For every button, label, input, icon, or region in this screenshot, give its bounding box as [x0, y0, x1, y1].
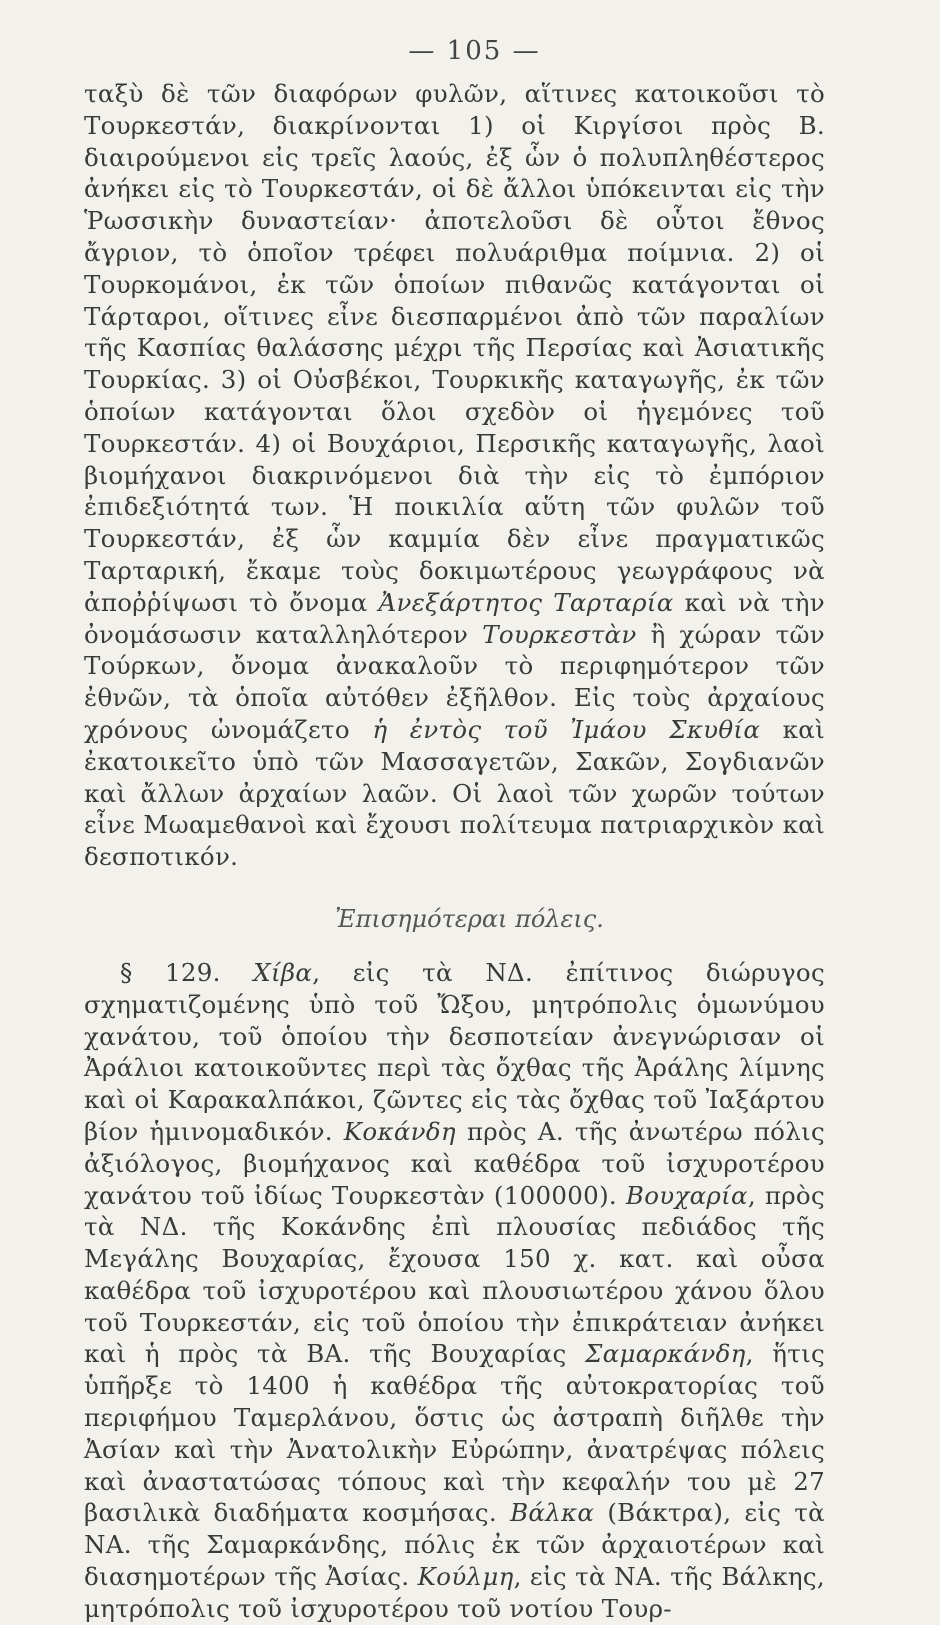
paragraph-text: πρὸς Α. τῆς ἀνωτέρω πόλις ἀξιόλογος, βιομήχανος καὶ καθέδρα τοῦ ἰσχυροτέρου χανάτου τοῦ ἰδίως Τουρκεστὰν (100000). [84, 1116, 825, 1210]
paragraph-text: ταξὺ δὲ τῶν διαφόρων φυλῶν, αἵτινες κατοικοῦσι τὸ Τουρκεστάν, διακρίνονται 1) οἱ Κιργίσοι πρὸς Β. διαιρούμενοι εἰς τρεῖς λαούς, ἐξ ὧν ὁ πολυπληθέστερος ἀνήκει εἰς τὸ Τουρκεστάν, οἱ δὲ ἄλλοι ὑπόκεινται εἰς τὴν Ῥωσσικὴν δυναστείαν· ἀποτελοῦσι δὲ οὗτοι ἔθνος ἄγριον, τὸ ὁποῖον τρέφει πολυάριθμα ποίμνια. 2) οἱ Τουρκομάνοι, ἐκ τῶν ὁποίων πιθανῶς κατάγονται οἱ Τάρταροι, οἵτινες εἶνε διεσπαρμένοι ἀπὸ τῶν παραλίων τῆς Κασπίας θαλάσσης μέχρι τῆς Περσίας καὶ Ἀσιατικῆς Τουρκίας. 3) οἱ Οὐσβέκοι, Τουρκικῆς καταγωγῆς, ἐκ τῶν ὁποίων κατάγονται ὅλοι σχεδὸν οἱ ἡγεμόνες τοῦ Τουρκεστάν. 4) οἱ Βουχάριοι, Περσικῆς καταγωγῆς, λαοὶ βιομήχανοι διακρινόμενοι διὰ τὴν εἰς τὸ ἐμπόριον ἐπιδεξιότητά των. Ἡ ποικιλία αὕτη τῶν φυλῶν τοῦ Τουρκεστάν, ἐξ ὧν καμμία δὲν εἶνε πραγματικῶς Ταρταρική, ἔκαμε τοὺς δοκιμωτέρους γεωγράφους νὰ ἀποῤῥίψωσι τὸ ὄνομα [84, 79, 825, 617]
italic-term: ἡ ἐντὸς τοῦ Ἰμάου Σκυθία [372, 714, 761, 744]
city-name: Βάλκα [510, 1498, 595, 1528]
paragraph-text: καὶ ἐκατοικεῖτο ὑπὸ τῶν Μασσαγετῶν, Σακῶν, Σογδιανῶν καὶ ἄλλων ἀρχαίων λαῶν. Οἱ λαοὶ τῶν χωρῶν τούτων εἶνε Μωαμεθανοὶ καὶ ἔχουσι πολίτευμα πατριαρχικὸν καὶ δεσποτικόν. [84, 714, 826, 872]
city-name: Σαμαρκάνδη [584, 1339, 746, 1369]
paragraph-text: (Βάκτρα), εἰς τὰ ΝΑ. τῆς Σαμαρκάνδης, πόλις ἐκ τῶν ἀρχαιοτέρων καὶ διασημοτέρων τῆς Ἀσίας. [84, 1498, 826, 1592]
section-number: § 129. [120, 957, 221, 987]
page-number: — 105 — [408, 36, 541, 66]
paragraph-text: ἢ χώραν τῶν Τούρκων, ὄνομα ἀνακαλοῦν τὸ περιφημότερον τῶν ἐθνῶν, τὰ ὁποῖα αὐτόθεν ἐξῆλθον. Εἰς τοὺς ἀρχαίους χρόνους ὠνομάζετο [84, 619, 826, 744]
italic-term: Τουρκεστὰν [482, 619, 637, 649]
city-name: Κοκάνδη [343, 1116, 456, 1146]
italic-term: Ἀνεξάρτητος Ταρταρία [378, 587, 674, 617]
paragraph-text: , ἥτις ὑπῆρξε τὸ 1400 ἡ καθέδρα τῆς αὐτοκρατορίας τοῦ περιφήμου Ταμερλάνου, ὅστις ὡς ἀστραπὴ διῆλθε τὴν Ἀσίαν καὶ τὴν Ἀνατολικὴν Εὐρώπην, ἀνατρέψας πόλεις καὶ ἀναστατώσας τόπους καὶ τὴν κεφαλήν του μὲ 27 βασιλικὰ διαδήματα κοσμήσας. [84, 1339, 826, 1528]
section-paragraph [84, 957, 825, 1625]
city-name: Βουχαρία [625, 1180, 748, 1210]
body-paragraph [84, 78, 825, 873]
paragraph-text: , εἰς τὰ ΝΑ. τῆς Βάλκης, μητρόπολις τοῦ ἰσχυροτέρου τοῦ νοτίου Τουρ- [84, 1562, 825, 1623]
paragraph-text: , πρὸς τὰ ΝΔ. τῆς Κοκάνδης ἐπὶ πλουσίας πεδιάδος τῆς Μεγάλης Βουχαρίας, ἔχουσα 150 χ. κατ. καὶ οὖσα καθέδρα τοῦ ἰσχυροτέρου καὶ πλουσιωτέρου χάνου ὅλου τοῦ Τουρκεστάν, εἰς τοῦ ὁποίου τὴν ἐπικράτειαν ἀνήκει καὶ ἡ πρὸς τὰ ΒΑ. τῆς Βουχαρίας [84, 1180, 826, 1369]
section-heading: Ἐπισημότεραι πόλεις. [335, 904, 604, 933]
city-name: Χίβα [253, 957, 313, 987]
paragraph-text: καὶ νὰ τὴν ὀνομάσωσιν καταλληλότερον [84, 587, 825, 649]
city-name: Κούλμη [417, 1562, 514, 1592]
paragraph-text: , εἰς τὰ ΝΔ. ἐπίτινος διώρυγος σχηματιζομένης ὑπὸ τοῦ Ὤξου, μητρόπολις ὁμωνύμου χανάτου, τοῦ ὁποίου τὴν δεσποτείαν ἀνεγνώρισαν οἱ Ἀράλιοι κατοικοῦντες περὶ τὰς ὄχθας τῆς Ἀράλης λίμνης καὶ οἱ Καρακαλπάκοι, ζῶντες εἰς τὰς ὄχθας τοῦ Ἰαξάρτου βίον ἡμινομαδικόν. [84, 957, 825, 1146]
